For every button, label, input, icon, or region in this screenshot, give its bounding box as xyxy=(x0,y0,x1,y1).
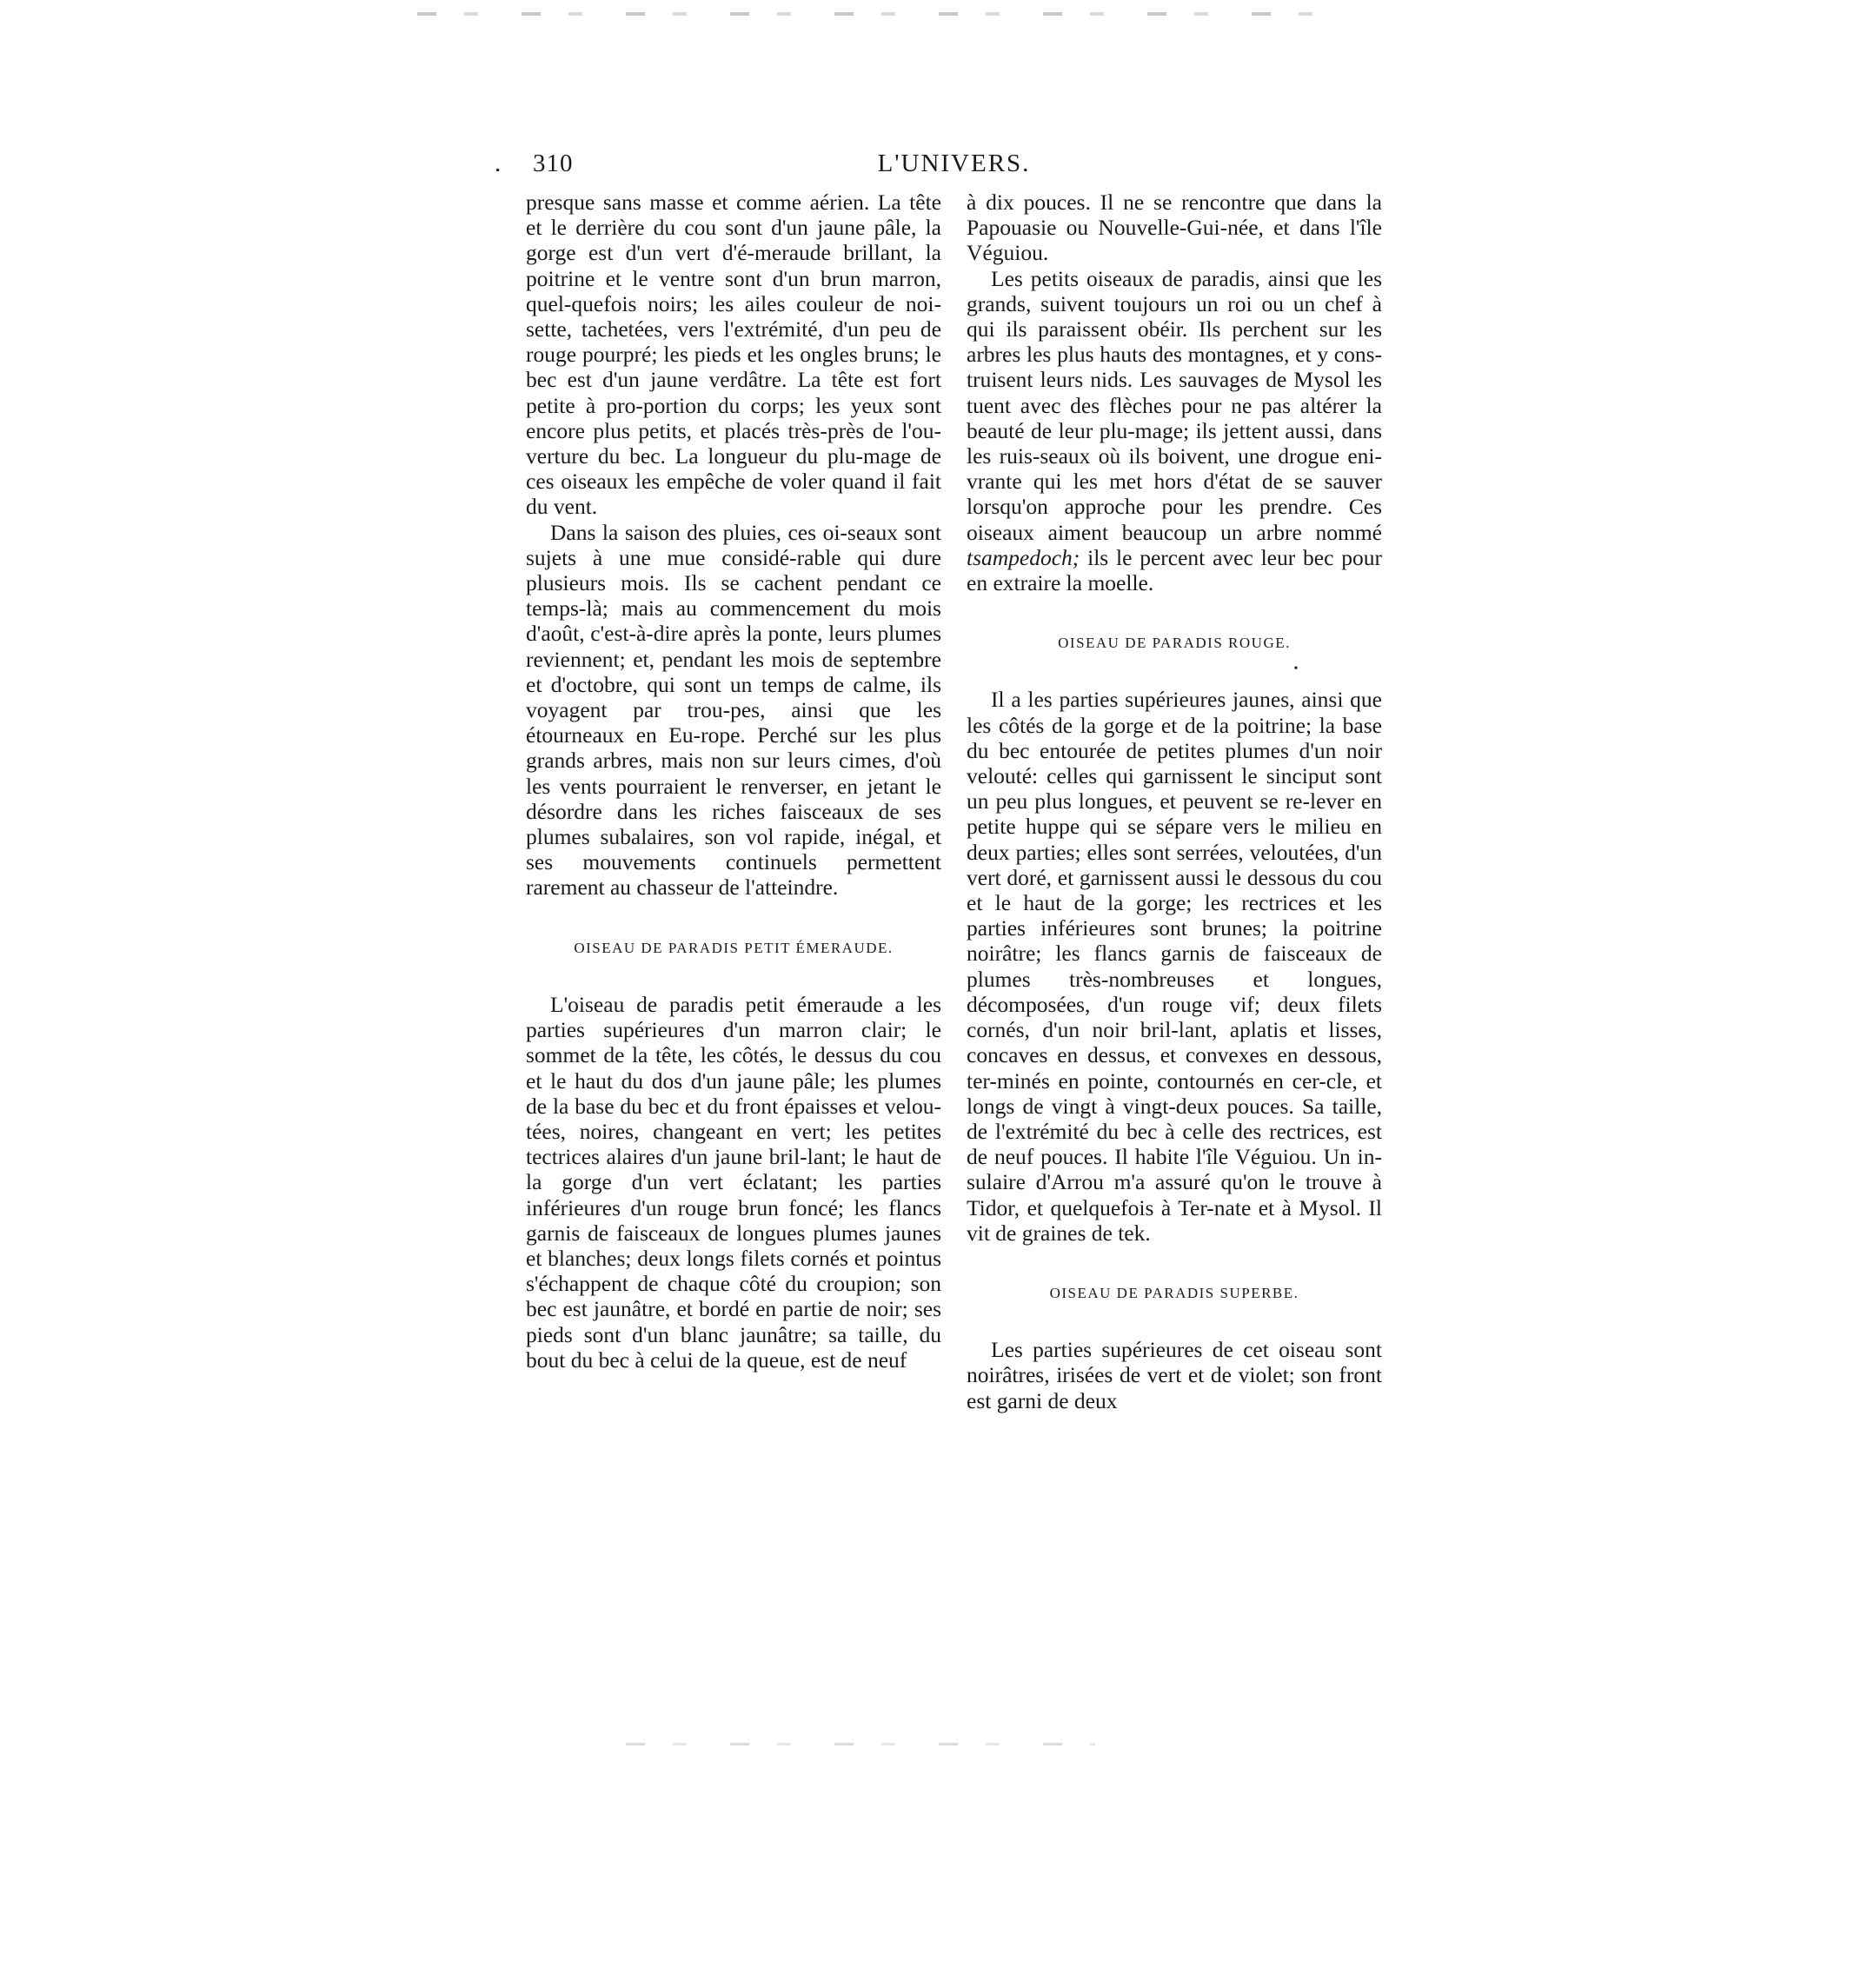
ornament-dot: • xyxy=(1293,662,1299,676)
paragraph: à dix pouces. Il ne se rencontre que dans la Papouasie ou Nouvelle-Gui-née, et dans l'île Véguiou. xyxy=(967,189,1382,266)
paragraph xyxy=(967,266,1382,596)
scan-bottom-noise xyxy=(626,1743,1095,1745)
margin-dot: . xyxy=(495,150,502,177)
page-title: L'UNIVERS. xyxy=(877,150,1031,177)
section-heading: OISEAU DE PARADIS ROUGE. xyxy=(1058,635,1291,652)
paragraph: L'oiseau de paradis petit émeraude a les parties supérieures d'un marron clair; le sommet de la tête, les côtés, le dessus du cou et le haut du dos d'un jaune pâle; les plumes de la base du bec et du front épaisses et velou-tées, noires, changeant en vert; les petites tectrices alaires d'un jaune bril-lant; le haut de la gorge d'un vert éclatant; les parties inférieures d'un rouge brun foncé; les flancs garnis de faisceaux de longues plumes jaunes et blanches; deux longs filets cornés et pointus s'échappent de chaque côté du croupion; son bec est jaunâtre, et bordé en partie de noir; ses pieds sont d'un blanc jaunâtre; sa taille, du bout du bec à celui de la queue, est de neuf xyxy=(526,991,941,1373)
paragraph: Il a les parties supérieures jaunes, ainsi que les côtés de la gorge et de la poitrine; la base du bec entourée de petites plumes d'un noir velouté: celles qui garnissent le sinciput sont un peu plus longues, et peuvent se re-lever en petite huppe qui se sépare vers le milieu en deux parties; elles sont serrées, veloutées, d'un vert doré, et garnissent aussi le dessous du cou et le haut de la gorge; les rectrices et les parties inférieures sont brunes; la poitrine noirâtre; les flancs garnis de faisceaux de plumes très-nombreuses et longues, décomposées, d'un rouge vif; deux filets cornés, d'un noir bril-lant, aplatis et lisses, concaves en dessus, et convexes en dessous, ter-minés en pointe, contournés en cer-cle, et longs de vingt à vingt-deux pouces. Sa taille, de l'extrémité du bec à celle des rectrices, est de neuf pouces. Il habite l'île Véguiou. Un in-sulaire d'Arrou m'a assuré qu'on le trouve à Tidor, et quelquefois à Ter-nate et à Mysol. Il vit de graines de tek. xyxy=(967,687,1382,1246)
paragraph: Dans la saison des pluies, ces oi-seaux sont sujets à une mue considé-rable qui dure plusieurs mois. Ils se cachent pendant ce temps-là; mais au commencement du mois d'août, c'est-à-dire après la ponte, leurs plumes reviennent; et, pendant les mois de septembre et d'octobre, qui sont un temps de calme, ils voyagent par trou-pes, ainsi que les étourneaux en Eu-rope. Perché sur les plus grands arbres, mais non sur leurs cimes, d'où les vents pourraient le renverser, en jetant le désordre dans les riches faisceaux de ses plumes subalaires, son vol rapide, inégal, et ses mouvements continuels permettent rarement au chasseur de l'atteindre. xyxy=(526,519,941,901)
section-heading: OISEAU DE PARADIS PETIT ÉMERAUDE. xyxy=(574,939,894,956)
left-column xyxy=(526,189,941,1373)
section-heading: OISEAU DE PARADIS SUPERBE. xyxy=(1049,1284,1299,1301)
paragraph-text: ils le percent avec leur bec pour en extraire la moelle. xyxy=(967,544,1382,596)
running-head xyxy=(495,148,1382,183)
page-number: 310 xyxy=(533,150,574,177)
paragraph-text: Les petits oiseaux de paradis, ainsi que les grands, suivent toujours un roi ou un chef à qui ils paraissent obéir. Ils perchent sur les arbres les plus hauts des montagnes, et y cons-truisent leurs nids. Les sauvages de Mysol les tuent avec des flèches pour ne pas altérer la beauté de leur plu-mage; ils jettent aussi, dans les ruis-seaux où ils boivent, une drogue eni-vrante qui les met hors d'état de se sauver lorsqu'on approche pour les prendre. Ces oiseaux aiment beaucoup un arbre nommé xyxy=(967,265,1382,545)
italic-term: tsampedoch; xyxy=(967,544,1080,570)
scan-edge-noise xyxy=(417,12,1356,16)
paragraph: Les parties supérieures de cet oiseau sont noirâtres, irisées de vert et de violet; son front est garni de deux xyxy=(967,1337,1382,1413)
paragraph: presque sans masse et comme aérien. La tête et le derrière du cou sont d'un jaune pâle, la gorge est d'un vert d'é-meraude brillant, la poitrine et le ventre sont d'un brun marron, quel-quefois noirs; les ailes couleur de noi-sette, tachetées, vers l'extrémité, d'un peu de rouge pourpré; les pieds et les ongles bruns; le bec est d'un jaune verdâtre. La tête est fort petite à pro-portion du corps; les yeux sont encore plus petits, et placés très-près de l'ou-verture du bec. La longueur du plu-mage de ces oiseaux les empêche de voler quand il fait du vent. xyxy=(526,189,941,520)
right-column xyxy=(967,189,1382,1413)
book-page xyxy=(495,148,1382,1573)
